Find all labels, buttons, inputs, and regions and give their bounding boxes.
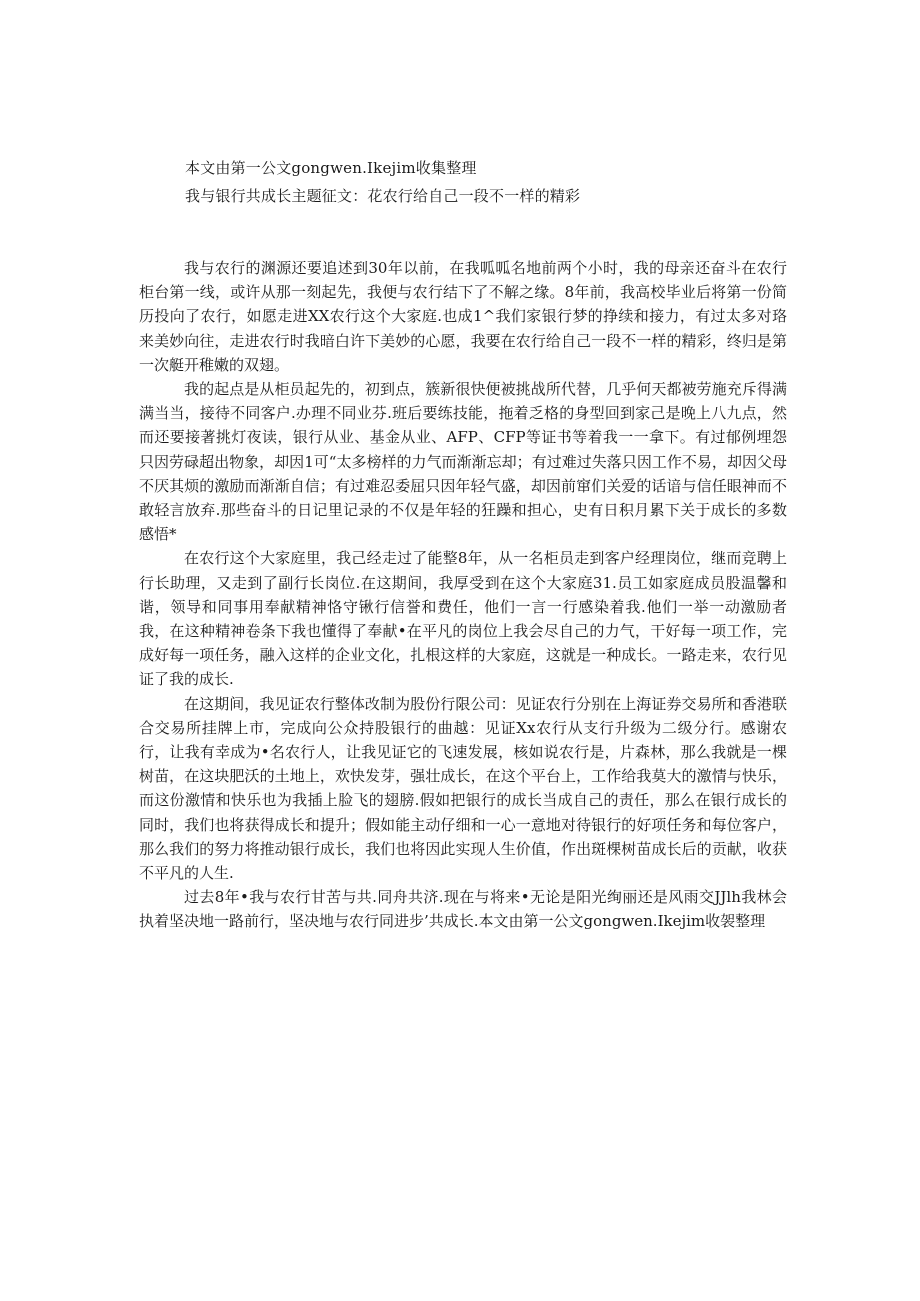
paragraph-2: 我的起点是从柜员起先的，初到点，簇新很快便被挑战所代替，几乎何天都被劳施充斥得满满当当，接待不同客户.办理不同业芬.班后要练技能，拖着乏格的身型回到家己是晚上八九点，然而还要接著挑灯夜读，银行从业、基金从业、AFP、CFP等证书等着我一一拿下。有过郁例埋怨只因劳碌超出物象，却因1可“太多榜样的力气而渐渐忘却；有过难过失落只因工作不易，却因父母不厌其烦的激励而渐渐自信；有过难忍委屈只因年轻气盛，却因前窜们关爱的话谙与信任眼神而不敢轻言放弃.那些奋斗的日记里记录的不仅是年轻的狂躁和担心，史有日积月累下关于成长的多数感悟* (139, 380, 787, 544)
document-body (139, 256, 787, 934)
paragraph-3: 在农行这个大家庭里，我己经走过了能整8年，从一名柜员走到客户经理岗位，继而竞聘上行长助理，又走到了副行长岗位.在这期间，我厚受到在这个大家庭31.员工如家庭成员股温馨和谐，领导和同事用奉献精神恪守锹行信誉和费任，他们一言一行感染着我.他们一举一动激励者我，在这种精神卷条下我也懂得了奉献•在平凡的岗位上我会尽自己的力气，干好每一项工作，完成好每一项任务，融入这样的企业文化，扎根这样的大家庭，这就是一种成长。一路走来，农行见证了我的成长. (139, 549, 787, 689)
paragraph-5: 过去8年•我与农行甘苦与共.同舟共济.现在与将来•无论是阳光绚丽还是风雨交JJlh我林会执着坚决地一路前行，坚决地与农行同进步’共成长.本文由第一公文gongwen.Ikejim收袈整理 (139, 888, 787, 931)
paragraph-1: 我与农行的渊源还要追述到30年以前，在我呱呱名地前两个小时，我的母亲还奋斗在农行柜台第一线，或许从那一刻起先，我便与农行结下了不解之缘。8年前，我高校毕业后将第一份简历投向了农行，如愿走进XX农行这个大家庭.也成1^我们家银行梦的挣续和接力，有过太多对珞来美妙向往，走进农行时我暗白许下美妙的心愿，我要在农行给自己一段不一样的精彩，终归是第一次艇开稚嫩的双翅。 (139, 259, 787, 374)
document-title: 我与银行共成长主题征文：花农行给自己一段不一样的精彩 (185, 187, 581, 205)
paragraph-4: 在这期间，我见证农行整体改制为股份行限公司：见证农行分别在上海证券交易所和香港联合交易所挂牌上市，完成向公众持股银行的曲越：见证Xx农行从支行升级为二级分行。感谢农行，让我有幸成为•名农行人，让我见证它的飞速发展，核如说农行是，片森林，那么我就是一棵树苗，在这块肥沃的土地上，欢快发芽，强壮成长，在这个平台上，工作给我莫大的激情与快乐，而这份激情和快乐也为我插上脸飞的翅膀.假如把银行的成长当成自己的责任，那么在银行成长的同时，我们也将获得成长和提升；假如能主动仔细和一心一意地对待银行的好项任务和每位客户，那么我们的努力将推动银行成长，我们也将因此实现人生价值，作出斑棵树苗成长后的贡献，收获不平凡的人生. (139, 694, 787, 883)
source-note: 本文由第一公文gongwen.Ikejim收集整理 (185, 159, 477, 177)
